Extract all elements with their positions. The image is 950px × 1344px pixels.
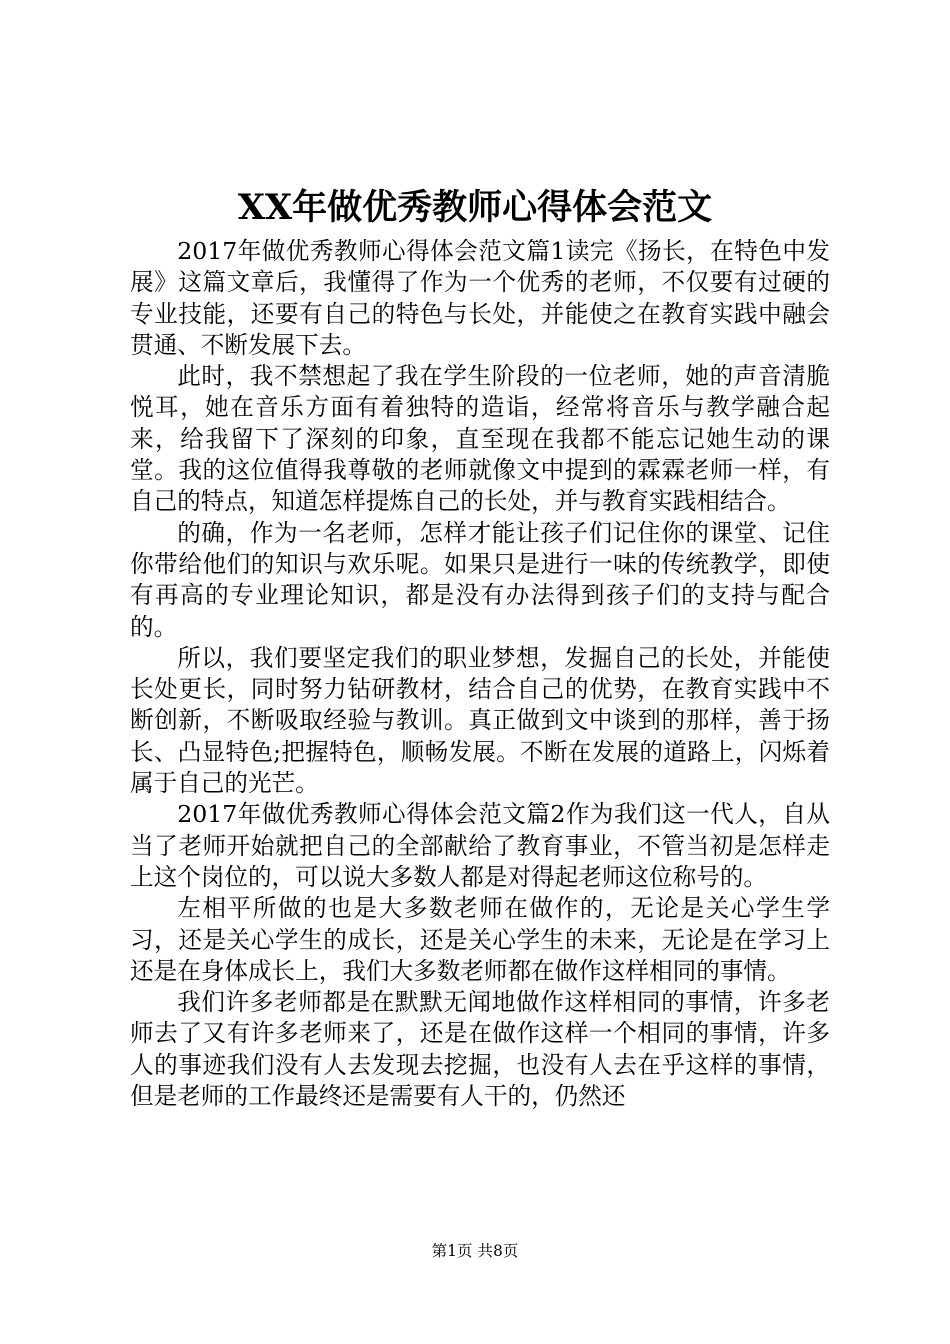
paragraph-6: 左相平所做的也是大多数老师在做作的，无论是关心学生学习，还是关心学生的成长，还是关心学生的未来，无论是在学习上还是在身体成长上，我们大多数老师都在做作这样相同的事情。 — [130, 894, 830, 985]
paragraph-3: 的确，作为一名老师，怎样才能让孩子们记住你的课堂、记住你带给他们的知识与欢乐呢。如果只是进行一味的传统教学，即使有再高的专业理论知识，都是没有办法得到孩子们的支持与配合的。 — [130, 518, 830, 641]
paragraph-7: 我们许多老师都是在默默无闻地做作这样相同的事情，许多老师去了又有许多老师来了，还是在做作这样一个相同的事情，许多人的事迹我们没有人去发现去挖掘，也没有人去在乎这样的事情，但是老师的工作最终还是需要有人干的，仍然还 — [130, 988, 830, 1111]
document-title: XX年做优秀教师心得体会范文 — [237, 187, 713, 228]
document-body — [130, 236, 830, 1112]
page-footer: 第1页 共8页 — [431, 1242, 519, 1260]
paragraph-4: 所以，我们要坚定我们的职业梦想，发掘自己的长处，并能使长处更长，同时努力钻研教材，结合自己的优势，在教育实践中不断创新，不断吸取经验与教训。真正做到文中谈到的那样，善于扬长、凸显特色;把握特色，顺畅发展。不断在发展的道路上，闪烁着属于自己的光芒。 — [130, 643, 830, 798]
paragraph-2: 此时，我不禁想起了我在学生阶段的一位老师，她的声音清脆悦耳，她在音乐方面有着独特的造诣，经常将音乐与教学融合起来，给我留下了深刻的印象，直至现在我都不能忘记她生动的课堂。我的这位值得我尊敬的老师就像文中提到的霖霖老师一样，有自己的特点，知道怎样提炼自己的长处，并与教育实践相结合。 — [130, 362, 830, 516]
paragraph-1: 2017年做优秀教师心得体会范文篇1读完《扬长，在特色中发展》这篇文章后，我懂得了作为一个优秀的老师，不仅要有过硬的专业技能，还要有自己的特色与长处，并能使之在教育实践中融会贯通、不断发展下去。 — [130, 237, 830, 359]
paragraph-5: 2017年做优秀教师心得体会范文篇2作为我们这一代人，自从当了老师开始就把自己的全部献给了教育事业，不管当初是怎样走上这个岗位的，可以说大多数人都是对得起老师这位称号的。 — [130, 800, 830, 891]
